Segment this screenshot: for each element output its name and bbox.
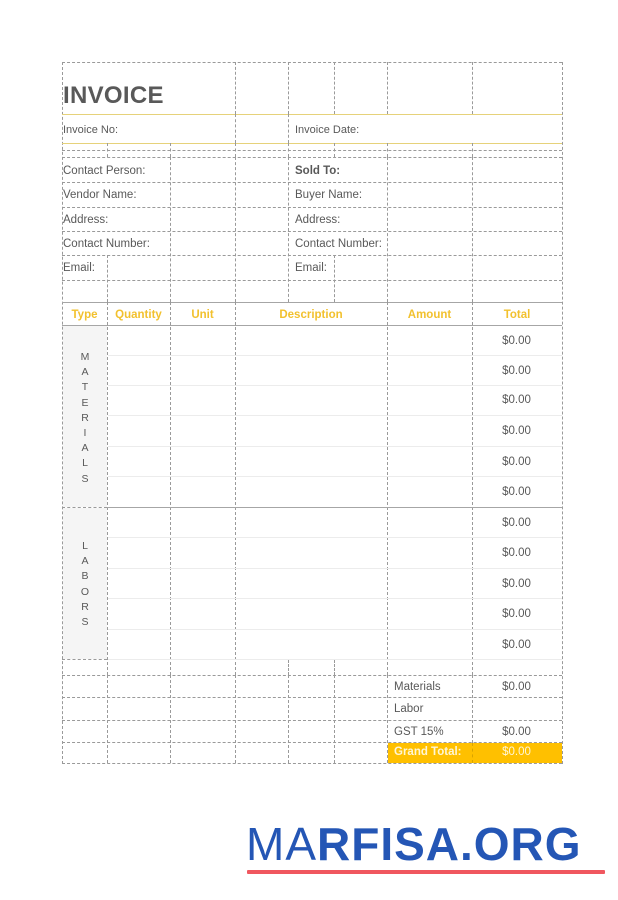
row-divider bbox=[108, 476, 562, 477]
grid-line bbox=[62, 182, 562, 183]
summary-labor-label: Labor bbox=[394, 703, 424, 715]
grid-line bbox=[387, 62, 388, 114]
grid-line bbox=[62, 720, 562, 721]
grid-line bbox=[107, 675, 108, 763]
vendor-email-label: Email: bbox=[63, 262, 95, 274]
grid-line bbox=[62, 207, 562, 208]
invoice-title: INVOICE bbox=[63, 82, 164, 109]
grid-line bbox=[387, 302, 388, 675]
divider bbox=[62, 114, 562, 115]
buyer-address-label: Address: bbox=[295, 214, 341, 226]
materials-row-total: $0.00 bbox=[502, 365, 531, 377]
grid-line bbox=[62, 675, 562, 676]
buyer-contact-number-label: Contact Number: bbox=[295, 238, 382, 250]
row-divider bbox=[108, 415, 562, 416]
divider bbox=[62, 325, 562, 326]
vendor-name-label: Vendor Name: bbox=[63, 189, 137, 201]
materials-row-total: $0.00 bbox=[502, 394, 531, 406]
logo-underline bbox=[247, 870, 605, 874]
grid-line bbox=[288, 143, 289, 157]
header-description: Description bbox=[279, 309, 343, 321]
row-divider bbox=[108, 659, 562, 660]
vendor-address-label: Address: bbox=[63, 214, 109, 226]
summary-gst-value: $0.00 bbox=[502, 726, 531, 738]
grid-line bbox=[62, 280, 562, 281]
buyer-email-label: Email: bbox=[295, 262, 327, 274]
grid-line bbox=[170, 675, 171, 763]
invoice-date-label: Invoice Date: bbox=[295, 124, 360, 136]
header-unit: Unit bbox=[191, 309, 214, 321]
invoice-no-label: Invoice No: bbox=[63, 124, 119, 136]
row-divider bbox=[108, 355, 562, 356]
row-divider bbox=[108, 537, 562, 538]
grid-line bbox=[62, 150, 562, 151]
grid-line bbox=[288, 114, 289, 143]
labors-row-total: $0.00 bbox=[502, 639, 531, 651]
grid-line bbox=[62, 697, 562, 698]
grid-line bbox=[235, 157, 236, 302]
grid-line bbox=[334, 143, 335, 157]
grid-line bbox=[472, 143, 473, 157]
row-divider bbox=[108, 385, 562, 386]
grid-line bbox=[62, 763, 562, 764]
materials-row-total: $0.00 bbox=[502, 486, 531, 498]
grid-line bbox=[235, 675, 236, 763]
divider bbox=[62, 143, 562, 144]
grid-line bbox=[107, 255, 108, 302]
contact-person-label: Contact Person: bbox=[63, 165, 146, 177]
header-type: Type bbox=[71, 309, 98, 321]
grid-line bbox=[235, 62, 236, 114]
grid-line bbox=[170, 157, 171, 302]
grid-line bbox=[334, 62, 335, 114]
grid-line bbox=[288, 660, 289, 675]
row-divider bbox=[108, 629, 562, 630]
header-total: Total bbox=[503, 309, 531, 321]
vendor-contact-number-label: Contact Number: bbox=[63, 238, 150, 250]
grid-line bbox=[334, 675, 335, 763]
summary-materials-value: $0.00 bbox=[502, 681, 531, 693]
grid-line bbox=[170, 302, 171, 675]
materials-row-total: $0.00 bbox=[502, 425, 531, 437]
labors-row-total: $0.00 bbox=[502, 608, 531, 620]
labors-row-total: $0.00 bbox=[502, 578, 531, 590]
grid-line bbox=[288, 62, 289, 114]
grand-total-label: Grand Total: bbox=[394, 746, 462, 758]
grid-line bbox=[62, 231, 562, 232]
grand-total-value: $0.00 bbox=[502, 746, 531, 758]
grid-line bbox=[472, 743, 473, 763]
grand-total-row bbox=[388, 743, 562, 763]
divider bbox=[62, 302, 562, 303]
row-divider bbox=[108, 446, 562, 447]
header-amount: Amount bbox=[407, 309, 452, 321]
logo-text-bold: RFISA.ORG bbox=[317, 818, 582, 870]
sold-to-label: Sold To: bbox=[295, 165, 341, 177]
grid-line bbox=[288, 675, 289, 763]
row-divider bbox=[108, 568, 562, 569]
grid-line bbox=[387, 157, 388, 302]
grid-line bbox=[107, 302, 108, 675]
summary-materials-label: Materials bbox=[394, 681, 441, 693]
materials-row-total: $0.00 bbox=[502, 456, 531, 468]
grid-line bbox=[107, 143, 108, 157]
labors-type-label: L A B O R S bbox=[80, 540, 90, 629]
grid-line bbox=[170, 143, 171, 157]
header-quantity: Quantity bbox=[115, 309, 162, 321]
grid-line bbox=[472, 62, 473, 114]
grid-line bbox=[235, 143, 236, 157]
grid-line bbox=[387, 143, 388, 157]
grid-line bbox=[62, 157, 562, 158]
grid-line bbox=[235, 114, 236, 143]
grid-line bbox=[62, 659, 107, 660]
grid-line bbox=[288, 157, 289, 302]
grid-line bbox=[62, 255, 562, 256]
materials-row-total: $0.00 bbox=[502, 335, 531, 347]
summary-gst-label: GST 15% bbox=[394, 726, 444, 738]
labors-row-total: $0.00 bbox=[502, 517, 531, 529]
grid-line bbox=[562, 62, 563, 764]
row-divider bbox=[108, 598, 562, 599]
grid-line bbox=[334, 660, 335, 675]
grid-line bbox=[62, 62, 562, 63]
labors-row-total: $0.00 bbox=[502, 547, 531, 559]
marfisa-logo bbox=[246, 818, 582, 870]
grid-line bbox=[235, 302, 236, 675]
materials-type-label: M A T E R I A L S bbox=[80, 351, 90, 485]
section-divider bbox=[107, 507, 562, 508]
grid-line bbox=[472, 157, 473, 302]
buyer-name-label: Buyer Name: bbox=[295, 189, 363, 201]
grid-line bbox=[334, 255, 335, 302]
logo-text-thin: MA bbox=[246, 818, 317, 870]
